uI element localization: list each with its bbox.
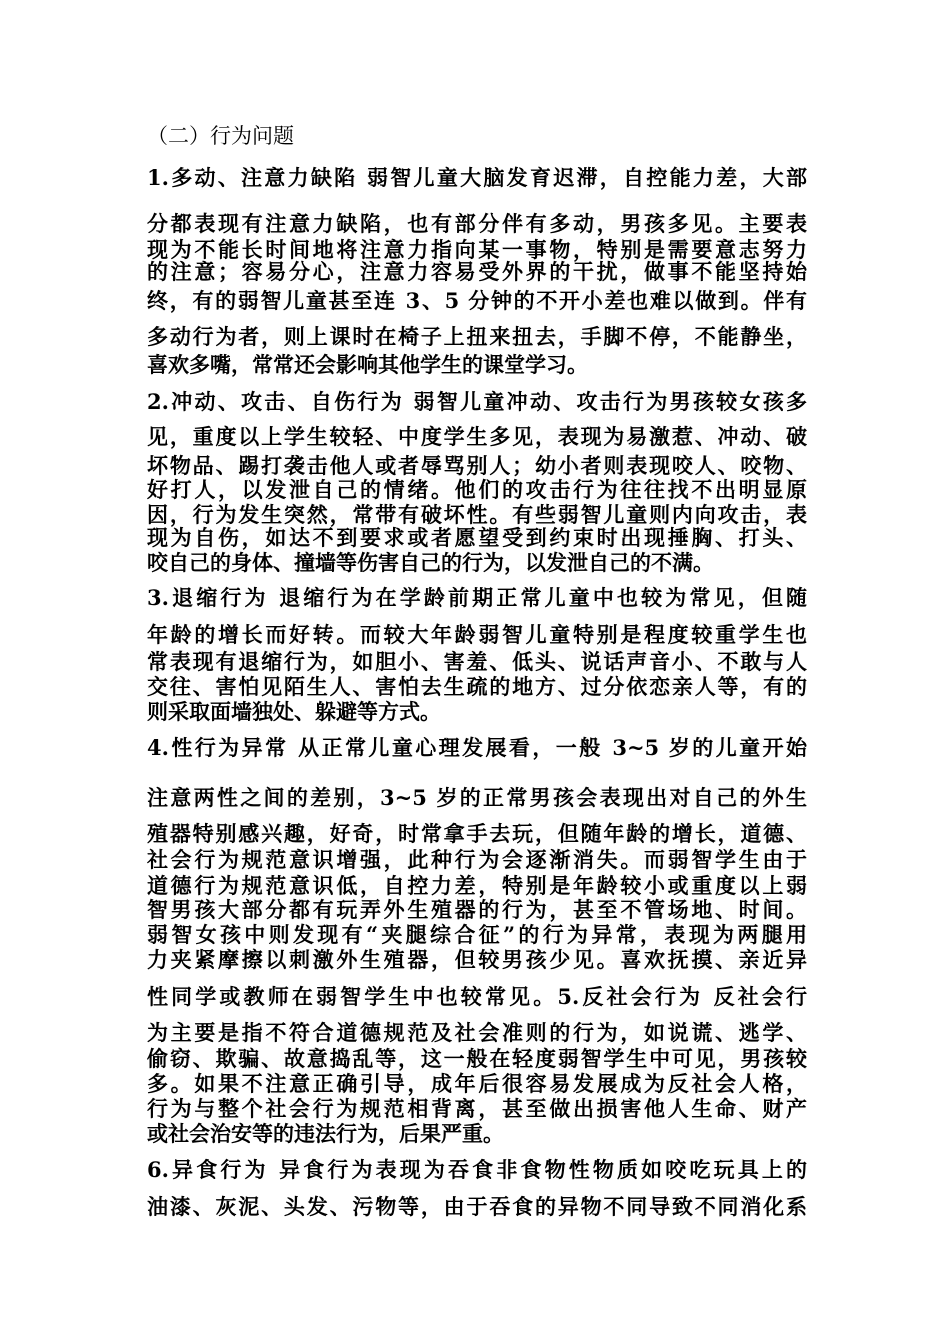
- paragraph-line: 分都表现有注意力缺陷，也有部分伴有多动，男孩多见。主要表: [147, 211, 807, 236]
- paragraph-line: 咬自己的身体、撞墙等伤害自己的行为，以发泄自己的不满。: [147, 550, 714, 575]
- paragraph-line: 智男孩大部分都有玩弄外生殖器的行为，甚至不管场地、时间。: [147, 897, 807, 922]
- paragraph-line: 年龄的增长而好转。而较大年龄弱智儿童特别是程度较重学生也: [147, 622, 807, 647]
- paragraph-line: 道德行为规范意识低，自控力差，特别是年龄较小或重度以上弱: [147, 873, 807, 898]
- paragraph-line: 则采取面墙独处、躲避等方式。: [147, 699, 441, 724]
- paragraph-line: 社会行为规范意识增强，此种行为会逐渐消失。而弱智学生由于: [147, 847, 807, 872]
- paragraph-line: 终，有的弱智儿童甚至连 3、5 分钟的不开小差也难以做到。伴有: [147, 288, 807, 313]
- paragraph-line: 力夹紧摩擦以刺激外生殖器，但较男孩少见。喜欢抚摸、亲近异: [147, 947, 807, 972]
- paragraph-line: 好打人，以发泄自己的情绪。他们的攻击行为往往找不出明显原: [147, 477, 807, 502]
- paragraph-line: 现为不能长时间地将注意力指向某一事物，特别是需要意志努力: [147, 237, 807, 262]
- section-heading: （二）行为问题: [147, 124, 294, 148]
- paragraph-line: 因，行为发生突然，常带有破坏性。有些弱智儿童则内向攻击，表: [147, 502, 807, 527]
- paragraph-line: 见，重度以上学生较轻、中度学生多见，表现为易激惹、冲动、破: [147, 424, 807, 449]
- paragraph-line: 殖器特别感兴趣，好奇，时常拿手去玩，但随年龄的增长，道德、: [147, 821, 807, 846]
- paragraph-line: 坏物品、踢打袭击他人或者辱骂别人；幼小者则表现咬人、咬物、: [147, 453, 807, 478]
- paragraph-line: 为主要是指不符合道德规范及社会准则的行为，如说谎、逃学、: [147, 1020, 807, 1045]
- paragraph-line: 偷窃、欺骗、故意捣乱等，这一般在轻度弱智学生中可见，男孩较: [147, 1046, 807, 1071]
- paragraph-line: 1.多动、注意力缺陷 弱智儿童大脑发育迟滞，自控能力差，大部: [147, 165, 807, 190]
- paragraph-line: 或社会治安等的违法行为，后果严重。: [147, 1121, 504, 1146]
- paragraph-line: 注意两性之间的差别，3~5 岁的正常男孩会表现出对自己的外生: [147, 785, 807, 810]
- paragraph-line: 多动行为者，则上课时在椅子上扭来扭去，手脚不停，不能静坐，: [147, 324, 807, 349]
- paragraph-line: 的注意；容易分心，注意力容易受外界的干扰，做事不能坚持始: [147, 259, 807, 284]
- paragraph-line: 多。如果不注意正确引导，成年后很容易发展成为反社会人格，: [147, 1071, 807, 1096]
- paragraph-line: 弱智女孩中则发现有“夹腿综合征”的行为异常，表现为两腿用: [147, 922, 807, 947]
- paragraph-line: 性同学或教师在弱智学生中也较常见。5.反社会行为 反社会行: [147, 984, 807, 1009]
- paragraph-line: 6.异食行为 异食行为表现为吞食非食物性物质如咬吃玩具上的: [147, 1157, 807, 1182]
- paragraph-line: 现为自伤，如达不到要求或者愿望受到约束时出现捶胸、打头、: [147, 525, 807, 550]
- paragraph-line: 喜欢多嘴，常常还会影响其他学生的课堂学习。: [147, 352, 588, 377]
- paragraph-line: 3.退缩行为 退缩行为在学龄前期正常儿童中也较为常见，但随: [147, 585, 807, 610]
- paragraph-line: 4.性行为异常 从正常儿童心理发展看，一般 3~5 岁的儿童开始: [147, 735, 807, 760]
- paragraph-line: 常表现有退缩行为，如胆小、害羞、低头、说话声音小、不敢与人: [147, 649, 807, 674]
- paragraph-line: 行为与整个社会行为规范相背离，甚至做出损害他人生命、财产: [147, 1096, 807, 1121]
- paragraph-line: 交往、害怕见陌生人、害怕去生疏的地方、过分依恋亲人等，有的: [147, 674, 807, 699]
- paragraph-line: 油漆、灰泥、头发、污物等，由于吞食的异物不同导致不同消化系: [147, 1194, 807, 1219]
- paragraph-line: 2.冲动、攻击、自伤行为 弱智儿童冲动、攻击行为男孩较女孩多: [147, 389, 807, 414]
